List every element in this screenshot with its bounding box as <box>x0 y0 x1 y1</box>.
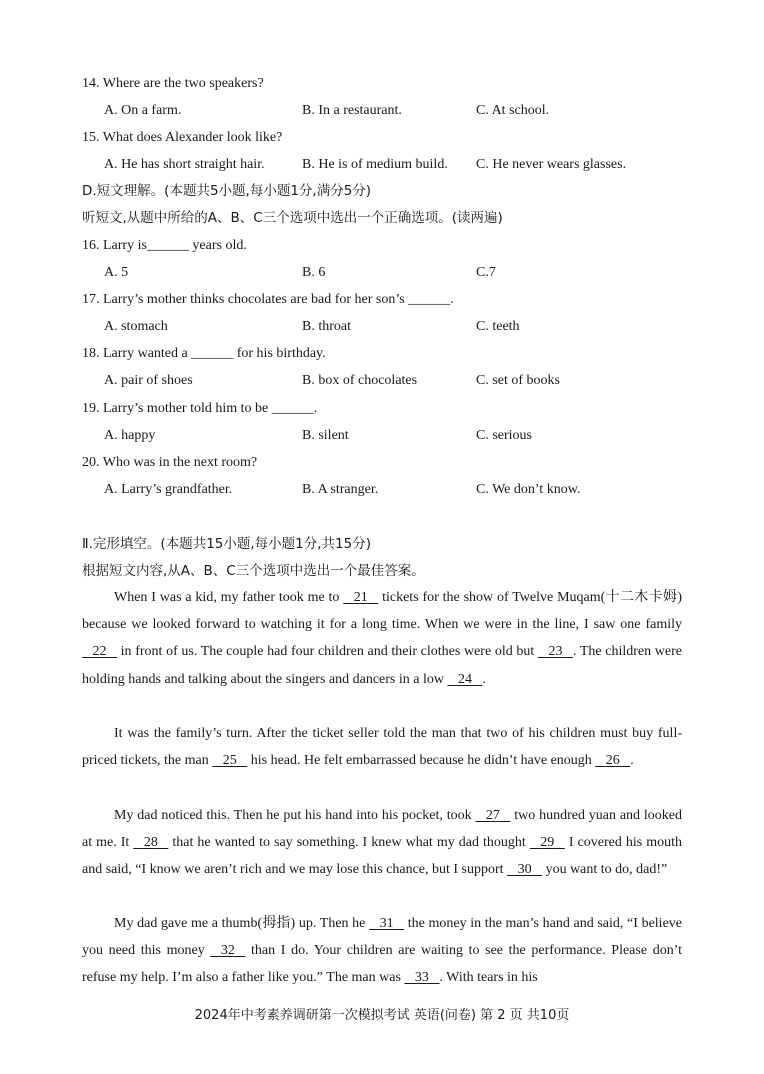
section-d-instruction: 听短文,从题中所给的A、B、C三个选项中选出一个正确选项。(读两遍) <box>82 210 503 226</box>
passage-paragraph-1: When I was a kid, my father took me to 21 tickets for the show of Twelve Muqam(十二木卡姆) because we looked forward to watching it for a long time. When we were in the line, I saw one family 22 in front of us. The couple had four children and their clothes were old but 23 . The children were holding hands and talking about the singers and dancers in a low 24 . <box>82 584 682 693</box>
passage-text: that he wanted to say something. I knew what my dad thought <box>168 835 530 851</box>
section-ii-title: Ⅱ.完形填空。(本题共15小题,每小题1分,共15分) <box>82 536 371 552</box>
question-20-stem: 20. Who was in the next room? <box>82 455 258 470</box>
question-18-option-c: C. set of books <box>476 373 560 388</box>
question-20-option-b: B. A stranger. <box>302 482 379 497</box>
section-ii-instruction: 根据短文内容,从A、B、C三个选项中选出一个最佳答案。 <box>82 563 425 579</box>
question-19-option-c: C. serious <box>476 428 532 443</box>
passage-text: My dad noticed this. Then he put his hand into his pocket, took <box>114 808 476 823</box>
passage-paragraph-2: It was the family’s turn. After the ticket seller told the man that two of his children must buy full-priced tickets, the man 25 his head. He felt embarrassed because he didn’t have enough 26 . <box>82 720 682 774</box>
cloze-blank: 31 <box>379 916 394 931</box>
question-17-option-c: C. teeth <box>476 319 520 334</box>
cloze-blank: 29 <box>540 835 555 851</box>
passage-text: the money in the man’s hand and said, “I believe you need this money <box>82 916 682 959</box>
passage-text: two hundred yuan and looked at me. It <box>82 808 682 851</box>
question-16-option-c: C.7 <box>476 265 496 280</box>
question-15-option-a: A. He has short straight hair. <box>104 157 265 172</box>
passage-text: My dad gave me a thumb(拇指) up. Then he <box>114 916 370 931</box>
cloze-blank: 27 <box>485 808 500 823</box>
question-20-option-c: C. We don’t know. <box>476 482 581 497</box>
question-14-option-a: A. On a farm. <box>104 103 182 118</box>
question-19-option-a: A. happy <box>104 428 156 443</box>
passage-text: I covered his mouth and said, “I know we aren’t rich and we may lose this chance, but I support <box>82 835 682 878</box>
question-18-option-a: A. pair of shoes <box>104 373 193 388</box>
passage-text: in front of us. The couple had four children and their clothes were old but <box>117 644 538 660</box>
question-15-option-b: B. He is of medium build. <box>302 157 448 172</box>
cloze-blank: 30 <box>517 862 532 878</box>
question-14-option-c: C. At school. <box>476 103 550 118</box>
cloze-blank: 22 <box>92 644 107 660</box>
page-footer: 2024年中考素养调研第一次模拟考试 英语(问卷) 第 2 页 共10页 <box>194 1008 570 1023</box>
passage-paragraph-3: My dad noticed this. Then he put his hand into his pocket, took 27 two hundred yuan and looked at me. It 28 that he wanted to say something. I knew what my dad thought 29 I covered his mouth and said, “I know we aren’t rich and we may lose this chance, but I support 30 you want to do, dad!” <box>82 802 682 884</box>
passage-text: When I was a kid, my father took me to <box>114 590 344 605</box>
question-19-stem: 19. Larry’s mother told him to be ______. <box>82 401 318 416</box>
cloze-blank: 24 <box>457 671 472 687</box>
question-19-option-b: B. silent <box>302 428 349 443</box>
question-17-stem: 17. Larry’s mother thinks chocolates are bad for her son’s ______. <box>82 292 454 307</box>
passage-text: It was the family’s turn. After the ticket seller told the man that two of his children must buy full-priced tickets, the man <box>82 726 682 769</box>
passage-text: than I do. Your children are waiting to see the performance. Please don’t refuse my help. I’m also a father like you.” The man was <box>82 943 683 986</box>
cloze-blank: 23 <box>548 644 563 660</box>
passage-text: tickets for the show of Twelve Muqam(十二木卡姆) because we looked forward to watching it for a long time. When we were in the line, I saw one family <box>82 590 682 633</box>
question-18-option-b: B. box of chocolates <box>302 373 418 388</box>
cloze-blank: 33 <box>414 970 429 986</box>
question-17-option-a: A. stomach <box>104 319 168 334</box>
cloze-blank: 25 <box>222 753 237 769</box>
passage-text: his head. He felt embarrassed because he didn’t have enough <box>247 753 596 769</box>
question-16-option-b: B. 6 <box>302 265 326 280</box>
cloze-blank: 21 <box>353 590 368 605</box>
question-18-stem: 18. Larry wanted a ______ for his birthday. <box>82 346 326 361</box>
cloze-blank: 32 <box>220 943 235 959</box>
cloze-blank: 28 <box>143 835 158 851</box>
passage-paragraph-4: My dad gave me a thumb(拇指) up. Then he 31 the money in the man’s hand and said, “I believe you need this money 32 than I do. Your children are waiting to see the performance. Please don’t refuse my help. I’m also a father like you.” The man was 33 . With tears in his <box>82 910 682 992</box>
question-20-option-a: A. Larry’s grandfather. <box>104 482 233 497</box>
cloze-blank: 26 <box>605 753 620 769</box>
question-14-stem: 14. Where are the two speakers? <box>82 76 264 91</box>
question-16-stem: 16. Larry is______ years old. <box>82 238 247 253</box>
passage-text: . The children were holding hands and talking about the singers and dancers in a low <box>82 644 682 687</box>
question-16-option-a: A. 5 <box>104 265 129 280</box>
question-14-option-b: B. In a restaurant. <box>302 103 402 118</box>
question-15-stem: 15. What does Alexander look like? <box>82 130 283 145</box>
question-15-option-c: C. He never wears glasses. <box>476 157 627 172</box>
question-17-option-b: B. throat <box>302 319 351 334</box>
section-d-title: D.短文理解。(本题共5小题,每小题1分,满分5分) <box>82 183 372 199</box>
